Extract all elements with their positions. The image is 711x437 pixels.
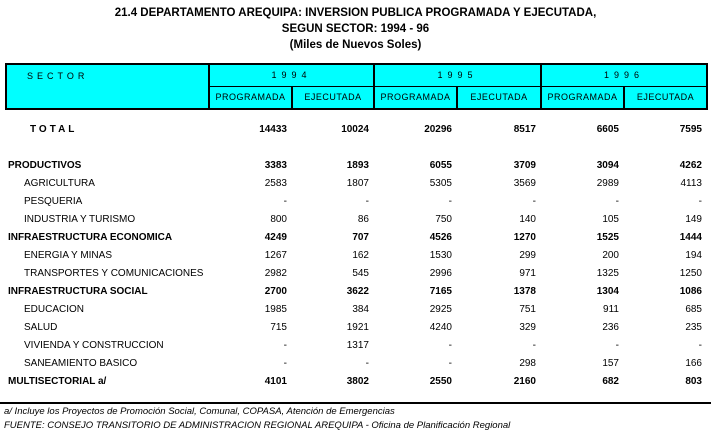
cell-value: - — [615, 195, 619, 207]
row-label: INFRAESTRUCTURA SOCIAL — [8, 285, 148, 297]
cell-value: - — [448, 195, 452, 207]
row-label: AGRICULTURA — [24, 177, 95, 189]
table-row — [6, 282, 707, 300]
table-row — [6, 336, 707, 354]
cell-value: 166 — [685, 357, 702, 369]
row-label: MULTISECTORIAL a/ — [8, 375, 107, 387]
table-row — [6, 174, 707, 192]
cell-value: 2989 — [596, 177, 619, 189]
cell-value: 149 — [685, 213, 702, 225]
cell-value: 2700 — [264, 285, 287, 297]
table-row — [6, 149, 707, 174]
title-line-2: SEGUN SECTOR: 1994 - 96 — [281, 23, 430, 35]
cell-value: 1267 — [264, 249, 287, 261]
cell-value: 1378 — [513, 285, 536, 297]
table-row — [6, 372, 707, 390]
cell-value: 14433 — [259, 124, 287, 135]
cell-value: 200 — [602, 249, 619, 261]
cell-value: 4526 — [429, 231, 452, 243]
cell-value: 8517 — [513, 124, 536, 135]
cell-value: 86 — [357, 213, 369, 225]
row-label: TOTAL — [30, 124, 78, 135]
cell-value: 685 — [685, 303, 702, 315]
cell-value: 4262 — [679, 159, 702, 171]
column-header-programada-1995: PROGRAMADA — [374, 86, 457, 109]
cell-value: 6055 — [429, 159, 452, 171]
cell-value: - — [283, 339, 287, 351]
cell-value: 3569 — [513, 177, 536, 189]
column-header-ejecutada-1996: EJECUTADA — [624, 86, 707, 109]
column-header-year-1994: 1994 — [209, 64, 374, 86]
cell-value: 140 — [519, 213, 536, 225]
table-row — [6, 210, 707, 228]
source-text: FUENTE: CONSEJO TRANSITORIO DE ADMINISTRACION REGIONAL AREQUIPA - Oficina de Planificación Regional — [4, 420, 511, 431]
cell-value: 298 — [519, 357, 536, 369]
cell-value: 6605 — [596, 124, 619, 135]
cell-value: 715 — [270, 321, 287, 333]
cell-value: 7595 — [679, 124, 702, 135]
cell-value: 3709 — [513, 159, 536, 171]
cell-value: 751 — [519, 303, 536, 315]
table-row — [6, 300, 707, 318]
cell-value: 105 — [602, 213, 619, 225]
column-header-programada-1996: PROGRAMADA — [541, 86, 624, 109]
cell-value: - — [448, 339, 452, 351]
cell-value: 545 — [352, 267, 369, 279]
cell-value: 235 — [685, 321, 702, 333]
cell-value: 911 — [603, 303, 619, 315]
cell-value: 2996 — [429, 267, 452, 279]
cell-value: - — [448, 357, 452, 369]
footer-divider — [0, 402, 711, 404]
column-header-programada-1994: PROGRAMADA — [209, 86, 292, 109]
title-line-1: 21.4 DEPARTAMENTO AREQUIPA: INVERSION PUBLICA PROGRAMADA Y EJECUTADA, — [114, 7, 597, 19]
cell-value: 4101 — [264, 375, 287, 387]
row-label: PRODUCTIVOS — [8, 159, 82, 171]
year-header-row — [6, 64, 707, 86]
cell-value: 5305 — [429, 177, 452, 189]
cell-value: 3383 — [264, 159, 287, 171]
cell-value: 157 — [602, 357, 619, 369]
cell-value: 707 — [352, 231, 369, 243]
table-row — [6, 109, 707, 149]
cell-value: 162 — [352, 249, 369, 261]
table-row — [6, 192, 707, 210]
cell-value: 1530 — [429, 249, 452, 261]
cell-value: 1985 — [264, 303, 287, 315]
cell-value: 10024 — [341, 124, 369, 135]
cell-value: 1893 — [346, 159, 369, 171]
cell-value: 4249 — [264, 231, 287, 243]
cell-value: 4240 — [429, 321, 452, 333]
row-label: INFRAESTRUCTURA ECONOMICA — [8, 231, 173, 243]
cell-value: 1444 — [679, 231, 702, 243]
column-header-ejecutada-1995: EJECUTADA — [457, 86, 541, 109]
cell-value: - — [365, 195, 369, 207]
cell-value: 2583 — [264, 177, 287, 189]
cell-value: 329 — [519, 321, 536, 333]
cell-value: 3802 — [346, 375, 369, 387]
row-label: SANEAMIENTO BASICO — [24, 357, 138, 369]
cell-value: 971 — [519, 267, 536, 279]
page-title — [0, 5, 711, 53]
column-header-year-1996: 1996 — [541, 64, 707, 86]
cell-value: 1807 — [346, 177, 369, 189]
cell-value: - — [283, 357, 287, 369]
row-label: SALUD — [24, 321, 58, 333]
cell-value: 194 — [685, 249, 702, 261]
cell-value: 20296 — [424, 124, 452, 135]
cell-value: 7165 — [429, 285, 452, 297]
cell-value: - — [283, 195, 287, 207]
column-header-ejecutada-1994: EJECUTADA — [292, 86, 374, 109]
row-label: TRANSPORTES Y COMUNICACIONES — [24, 267, 204, 279]
footnote-text: a/ Incluye los Proyectos de Promoción Social, Comunal, COPASA, Atención de Emergencias — [4, 406, 395, 417]
cell-value: 1270 — [513, 231, 536, 243]
cell-value: 1317 — [346, 339, 369, 351]
cell-value: 800 — [270, 213, 287, 225]
title-line-3: (Miles de Nuevos Soles) — [289, 39, 422, 51]
table-row — [6, 318, 707, 336]
cell-value: - — [615, 339, 619, 351]
table-row — [6, 264, 707, 282]
cell-value: 4113 — [680, 177, 702, 189]
cell-value: 803 — [685, 375, 702, 387]
cell-value: 384 — [352, 303, 369, 315]
table-body — [6, 109, 707, 390]
table-row — [6, 246, 707, 264]
cell-value: 682 — [602, 375, 619, 387]
cell-value: - — [698, 339, 702, 351]
cell-value: - — [698, 195, 702, 207]
cell-value: 236 — [602, 321, 619, 333]
table-row — [6, 354, 707, 372]
column-header-year-1995: 1995 — [374, 64, 541, 86]
table-row — [6, 228, 707, 246]
cell-value: 1304 — [596, 285, 619, 297]
cell-value: 3622 — [346, 285, 369, 297]
cell-value: 299 — [519, 249, 536, 261]
table-header — [6, 64, 707, 109]
cell-value: 3094 — [596, 159, 619, 171]
investment-table — [5, 63, 708, 390]
row-label: INDUSTRIA Y TURISMO — [24, 213, 136, 225]
cell-value: 1325 — [596, 267, 619, 279]
row-label: VIVIENDA Y CONSTRUCCION — [24, 339, 164, 351]
cell-value: 1921 — [346, 321, 369, 333]
cell-value: 2982 — [264, 267, 287, 279]
cell-value: - — [365, 357, 369, 369]
cell-value: - — [532, 339, 536, 351]
cell-value: 2550 — [429, 375, 452, 387]
cell-value: 2925 — [429, 303, 452, 315]
cell-value: 750 — [435, 213, 452, 225]
row-label: ENERGIA Y MINAS — [24, 249, 112, 261]
cell-value: 1525 — [596, 231, 619, 243]
cell-value: - — [532, 195, 536, 207]
cell-value: 1250 — [679, 267, 702, 279]
row-label: EDUCACION — [24, 303, 85, 315]
column-header-sector: SECTOR — [6, 64, 209, 109]
row-label: PESQUERIA — [24, 195, 83, 207]
cell-value: 2160 — [513, 375, 536, 387]
cell-value: 1086 — [679, 285, 702, 297]
